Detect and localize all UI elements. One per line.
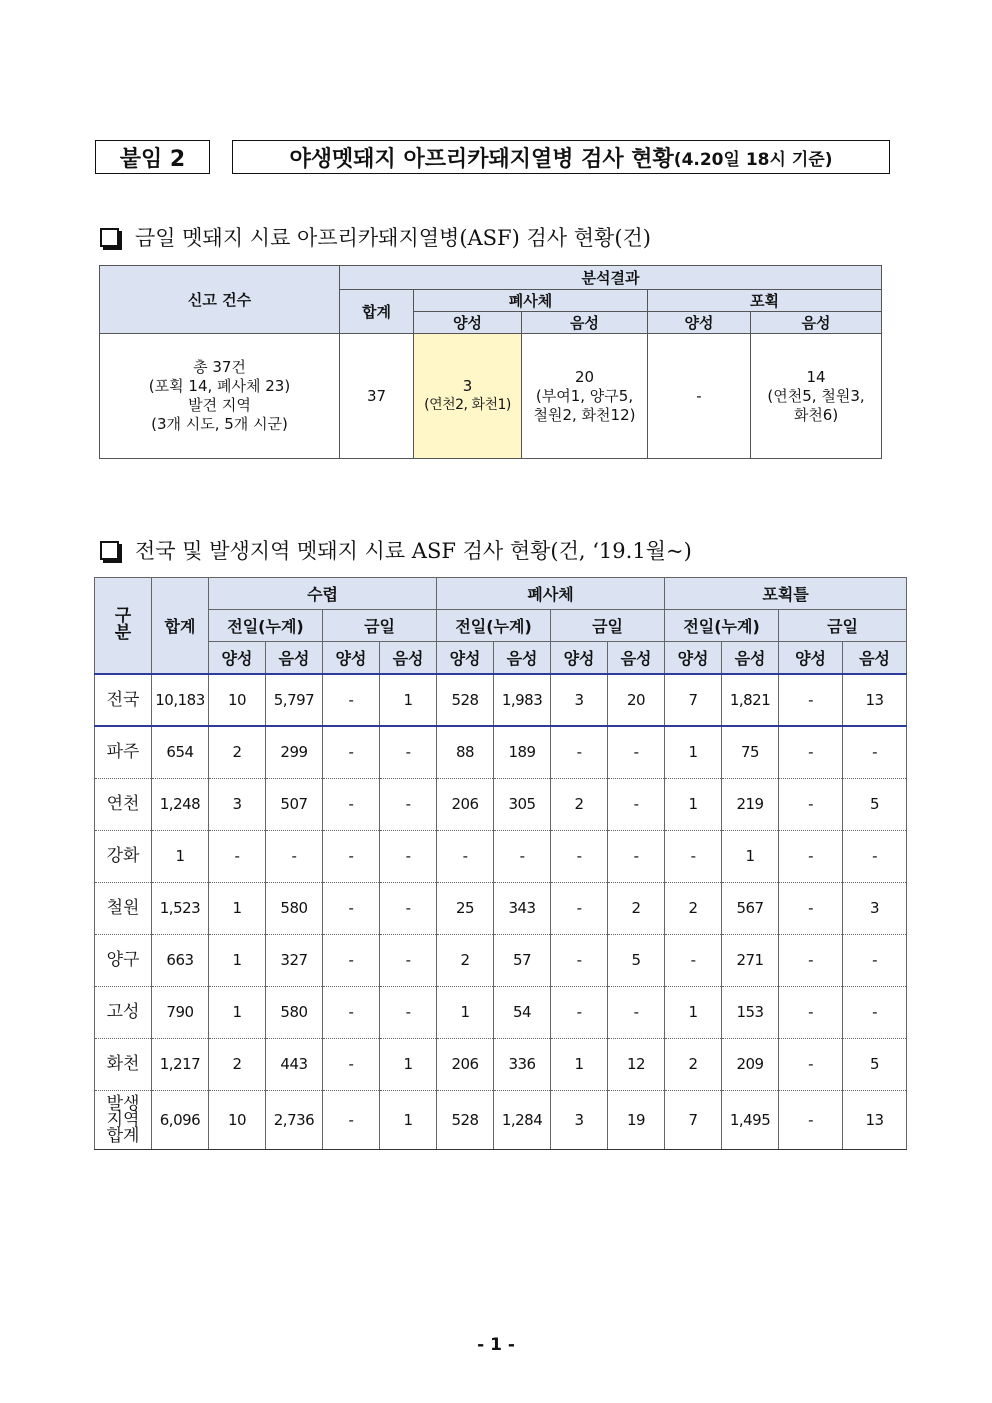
value-cell: 1 [665,986,722,1038]
value-cell: - [551,882,608,934]
value-cell: - [380,830,437,882]
value-cell: 336 [494,1038,551,1090]
cumulative-table-body [95,674,907,1150]
value-cell: 1 [665,726,722,779]
value-cell: 10 [209,1090,266,1149]
th-analysis: 분석결과 [340,266,882,290]
th-carcass-negative: 음성 [522,312,648,334]
section1-heading-text: 금일 멧돼지 시료 아프리카돼지열병(ASF) 검사 현황(건) [135,226,651,250]
value-cell: - [843,830,907,882]
value-cell: 5 [608,934,665,986]
carcass-negative-detail-2: 철원2, 화천12) [533,405,636,424]
value-cell: - [608,726,665,779]
value-cell: 12 [608,1038,665,1090]
th-carcass-positive: 양성 [414,312,522,334]
value-cell: - [323,882,380,934]
value-cell: 219 [722,778,779,830]
th-hunting-prev: 전일(누계) [209,610,323,642]
th-total: 합계 [340,290,414,334]
th-hunting: 수렵 [209,578,437,610]
total-cell: 37 [340,334,414,459]
table-row-national [95,674,907,726]
value-cell: 305 [494,778,551,830]
cumulative-test-table [94,577,907,1150]
value-cell: 2 [665,882,722,934]
capture-negative-detail-2: 화천6) [793,405,839,424]
value-cell: 271 [722,934,779,986]
th-carcass: 폐사체 [414,290,648,312]
value-cell: - [779,726,843,779]
region-cell: 양구 [95,934,152,986]
value-cell: - [323,674,380,726]
value-cell: 663 [152,934,209,986]
carcass-positive-count: 3 [462,377,473,395]
th-capture: 포획 [648,290,882,312]
value-cell: - [551,934,608,986]
value-cell: - [380,882,437,934]
table-row [95,830,907,882]
th-negative: 음성 [266,642,323,674]
value-cell: - [608,778,665,830]
table-row [95,882,907,934]
value-cell: - [323,986,380,1038]
value-cell: 88 [437,726,494,779]
carcass-negative-cell [522,334,648,459]
value-cell: - [779,674,843,726]
value-cell: 206 [437,1038,494,1090]
th-negative: 음성 [494,642,551,674]
checkbox-square-icon [100,228,119,247]
table-row [95,726,907,779]
value-cell: 327 [266,934,323,986]
value-cell: - [843,934,907,986]
value-cell: 1,523 [152,882,209,934]
table-row [95,986,907,1038]
th-carcass-today: 금일 [551,610,665,642]
value-cell: - [779,934,843,986]
value-cell: 2 [437,934,494,986]
th-positive: 양성 [209,642,266,674]
th-positive: 양성 [437,642,494,674]
section1-heading [100,222,651,252]
value-cell: - [209,830,266,882]
value-cell: - [779,778,843,830]
summary-region-line: 지역 [106,1109,140,1130]
value-cell: - [779,882,843,934]
value-cell: 209 [722,1038,779,1090]
value-cell: 2 [608,882,665,934]
value-cell: 580 [266,882,323,934]
value-cell: 13 [843,1090,907,1149]
value-cell: 7 [665,674,722,726]
value-cell: - [665,934,722,986]
value-cell: 5 [843,1038,907,1090]
value-cell: - [323,1090,380,1149]
capture-positive-cell: - [648,334,751,459]
value-cell: 2 [665,1038,722,1090]
value-cell: 1,248 [152,778,209,830]
value-cell: - [551,986,608,1038]
value-cell: - [323,934,380,986]
value-cell: 1 [380,1090,437,1149]
report-count-cell [100,334,340,459]
section2-heading [100,535,692,565]
value-cell: 299 [266,726,323,779]
value-cell: 1 [380,674,437,726]
summary-region-cell [95,1090,152,1149]
report-line-1: 총 37건 [193,358,246,376]
value-cell: 19 [608,1090,665,1149]
value-cell: - [551,726,608,779]
attachment-label [95,140,210,174]
th-positive: 양성 [665,642,722,674]
table-row [95,778,907,830]
value-cell: 1,821 [722,674,779,726]
value-cell: - [380,778,437,830]
value-cell: - [608,986,665,1038]
th-negative: 음성 [722,642,779,674]
capture-negative-detail-1: (연천5, 철원3, [767,386,865,405]
value-cell: 654 [152,726,209,779]
value-cell: - [323,726,380,779]
th-positive: 양성 [779,642,843,674]
value-cell: 6,096 [152,1090,209,1149]
value-cell: 1,284 [494,1090,551,1149]
value-cell: 3 [843,882,907,934]
th-category-l1: 구 [114,606,132,627]
region-cell: 강화 [95,830,152,882]
table-row-summary [95,1090,907,1149]
region-cell: 화천 [95,1038,152,1090]
value-cell: 1 [722,830,779,882]
page-number: - 1 - [477,1335,515,1355]
value-cell: 25 [437,882,494,934]
value-cell: 1,217 [152,1038,209,1090]
value-cell: - [665,830,722,882]
region-cell: 연천 [95,778,152,830]
report-line-4: (3개 시도, 5개 시군) [151,415,288,433]
value-cell: 20 [608,674,665,726]
title-main: 야생멧돼지 아프리카돼지열병 검사 현황 [289,146,674,172]
value-cell: - [779,830,843,882]
value-cell: 206 [437,778,494,830]
value-cell: 57 [494,934,551,986]
section2-heading-text: 전국 및 발생지역 멧돼지 시료 ASF 검사 현황(건, ‘19.1월~) [135,539,692,563]
th-hunting-today: 금일 [323,610,437,642]
value-cell: - [779,1090,843,1149]
th-positive: 양성 [323,642,380,674]
value-cell: - [323,778,380,830]
value-cell: 580 [266,986,323,1038]
value-cell: - [380,934,437,986]
carcass-negative-detail-1: (부여1, 양구5, [535,386,634,405]
th-capture-positive: 양성 [648,312,751,334]
value-cell: 2 [209,1038,266,1090]
value-cell: 528 [437,674,494,726]
value-cell: - [843,986,907,1038]
summary-region-line: 발생 [106,1093,140,1114]
value-cell: 1 [437,986,494,1038]
value-cell: 75 [722,726,779,779]
value-cell: - [779,1038,843,1090]
document-title [232,140,890,174]
value-cell: 5 [843,778,907,830]
carcass-positive-cell [414,334,522,459]
report-line-2: (포획 14, 폐사체 23) [148,377,291,395]
value-cell: 507 [266,778,323,830]
value-cell: - [380,986,437,1038]
value-cell: 153 [722,986,779,1038]
th-total: 합계 [152,578,209,674]
th-negative: 음성 [380,642,437,674]
carcass-negative-count: 20 [574,367,595,386]
value-cell: 2,736 [266,1090,323,1149]
value-cell: 10 [209,674,266,726]
capture-negative-cell [751,334,882,459]
table-row [95,1038,907,1090]
value-cell: - [843,726,907,779]
summary-region-line: 합계 [106,1125,140,1146]
table-row [95,934,907,986]
region-cell: 철원 [95,882,152,934]
value-cell: 528 [437,1090,494,1149]
value-cell: 1 [209,986,266,1038]
value-cell: 10,183 [152,674,209,726]
value-cell: 567 [722,882,779,934]
value-cell: 1,983 [494,674,551,726]
th-capture-negative: 음성 [751,312,882,334]
value-cell: - [608,830,665,882]
value-cell: 5,797 [266,674,323,726]
value-cell: 2 [551,778,608,830]
value-cell: - [266,830,323,882]
capture-negative-count: 14 [806,367,826,386]
value-cell: - [494,830,551,882]
value-cell: - [380,726,437,779]
value-cell: 443 [266,1038,323,1090]
value-cell: - [323,1038,380,1090]
value-cell: 13 [843,674,907,726]
value-cell: 1 [152,830,209,882]
region-cell: 전국 [95,674,152,726]
value-cell: 189 [494,726,551,779]
value-cell: 1,495 [722,1090,779,1149]
value-cell: 343 [494,882,551,934]
value-cell: 7 [665,1090,722,1149]
th-carcass: 폐사체 [437,578,665,610]
value-cell: 790 [152,986,209,1038]
value-cell: 3 [551,674,608,726]
value-cell: 2 [209,726,266,779]
th-trap-today: 금일 [779,610,907,642]
value-cell: 1 [209,882,266,934]
th-carcass-prev: 전일(누계) [437,610,551,642]
region-cell: 파주 [95,726,152,779]
value-cell: 1 [551,1038,608,1090]
value-cell: 3 [209,778,266,830]
th-category [95,578,152,674]
value-cell: - [437,830,494,882]
th-trap: 포획틀 [665,578,907,610]
th-negative: 음성 [843,642,907,674]
value-cell: - [779,986,843,1038]
value-cell: - [551,830,608,882]
th-positive: 양성 [551,642,608,674]
value-cell: 1 [209,934,266,986]
th-report-count: 신고 건수 [100,266,340,334]
th-trap-prev: 전일(누계) [665,610,779,642]
region-cell: 고성 [95,986,152,1038]
value-cell: - [323,830,380,882]
value-cell: 1 [380,1038,437,1090]
title-sub: (4.20일 18시 기준) [673,149,833,170]
value-cell: 54 [494,986,551,1038]
th-category-l2: 분 [114,623,132,644]
attachment-label-text: 붙임 2 [119,146,186,172]
value-cell: 3 [551,1090,608,1149]
carcass-positive-detail: (연천2, 화천1) [424,397,511,413]
checkbox-square-icon [100,541,119,560]
value-cell: 1 [665,778,722,830]
report-line-3: 발견 지역 [188,396,251,414]
th-negative: 음성 [608,642,665,674]
today-test-table [99,265,882,459]
